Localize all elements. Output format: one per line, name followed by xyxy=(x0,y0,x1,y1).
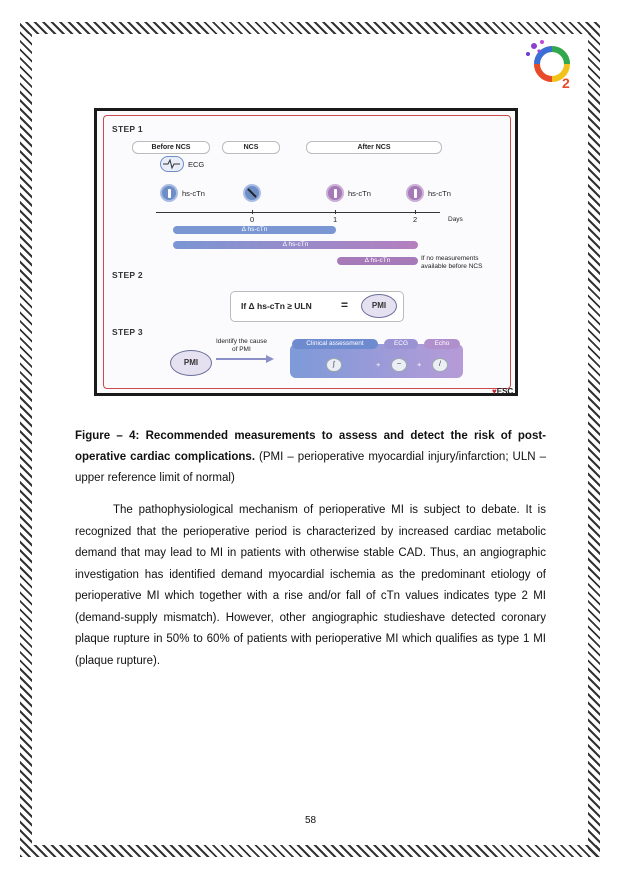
delta-bar-2: Δ hs-cTn xyxy=(173,241,418,249)
assessment-panel xyxy=(290,340,463,378)
figure-diagram xyxy=(94,108,518,396)
figure-caption xyxy=(75,426,546,489)
svg-text:2: 2 xyxy=(562,75,570,91)
esc-logo: ♥ESC xyxy=(492,387,514,396)
tab-clinical-assessment: Clinical assessment xyxy=(292,339,378,349)
phase-after-ncs: After NCS xyxy=(306,141,442,154)
tick-label-0: 0 xyxy=(250,215,255,224)
page-number: 58 xyxy=(304,815,317,826)
scalpel-icon xyxy=(243,184,261,202)
ecg-label: ECG xyxy=(188,160,205,169)
arrow-right-icon xyxy=(216,355,274,363)
formula-box xyxy=(230,291,404,322)
days-label: Days xyxy=(448,216,463,223)
body-paragraph: The pathophysiological mechanism of perioperative MI is subject to debate. It is recognized that the perioperative period is characterized by increased cardiac metabolic demand that may lead to MI in patients with otherwise stable CAD. Thus, an angiographic investigation has identified demand myocardial ischemia as the predominant etiology of perioperative MI which together with a rise and/or fall of cTn values indicates type 2 MI (demand-supply mismatch). However, other angiographic studieshave detected coronary plaque rupture in 50% to 60% of patients with perioperative MI which qualifies as type 1 MI (plaque rupture). xyxy=(75,504,546,667)
hs-ctn-label-before: hs-cTn xyxy=(182,189,205,198)
timeline-tick xyxy=(252,210,253,214)
identify-cause-1: Identify the cause xyxy=(216,338,267,345)
caption-normal: (PMI – perioperative myocardial injury/infarction; ULN – upper reference limit of normal) xyxy=(75,451,546,484)
formula-text: If Δ hs-cTn ≥ ULN xyxy=(241,301,312,311)
page-border-top xyxy=(20,22,600,34)
pmi-circle: PMI xyxy=(361,294,397,318)
timeline-axis xyxy=(156,212,440,213)
blood-tube-icon xyxy=(326,184,344,202)
no-measure-note-2: available before NCS xyxy=(421,263,483,270)
heart-icon: ♥ xyxy=(492,387,497,396)
figure-inner-frame xyxy=(103,115,514,396)
stethoscope-icon: ∫ xyxy=(326,358,342,372)
delta-bar-3: Δ hs-cTn xyxy=(337,257,418,265)
tick-label-2: 2 xyxy=(413,215,418,224)
plus-sign: + xyxy=(376,360,381,369)
delta-bar-1: Δ hs-cTn xyxy=(173,226,336,234)
pmi-circle-step3: PMI xyxy=(170,350,212,376)
timeline-tick xyxy=(415,210,416,214)
ecg-icon xyxy=(160,156,184,172)
step-3-label: STEP 3 xyxy=(112,327,143,337)
page-border-bottom xyxy=(20,845,600,857)
timeline-tick xyxy=(335,210,336,214)
tab-ecg: ECG xyxy=(384,339,418,349)
step-2-label: STEP 2 xyxy=(112,270,143,280)
plus-sign: + xyxy=(417,360,422,369)
echo-probe-icon: / xyxy=(432,358,448,372)
blood-tube-icon xyxy=(160,184,178,202)
equals-sign: = xyxy=(341,298,349,312)
page-border-right xyxy=(588,22,600,857)
hs-ctn-label-day2: hs-cTn xyxy=(428,189,451,198)
o2-logo-icon xyxy=(522,36,578,92)
caption-bold: Figure – 4: Recommended measurements to assess and detect the risk of post-operative cardiac complications. xyxy=(75,430,546,463)
ecg-wave-icon: ~ xyxy=(391,358,407,372)
page-border-left xyxy=(20,22,32,857)
blood-tube-icon xyxy=(406,184,424,202)
step-1-label: STEP 1 xyxy=(112,124,143,134)
hs-ctn-label-day1: hs-cTn xyxy=(348,189,371,198)
phase-ncs: NCS xyxy=(222,141,280,154)
no-measure-note-1: If no measurements xyxy=(421,255,479,262)
tab-echo: Echo xyxy=(424,339,460,349)
tick-label-1: 1 xyxy=(333,215,338,224)
phase-before-ncs: Before NCS xyxy=(132,141,210,154)
identify-cause-2: of PMI xyxy=(232,346,251,353)
